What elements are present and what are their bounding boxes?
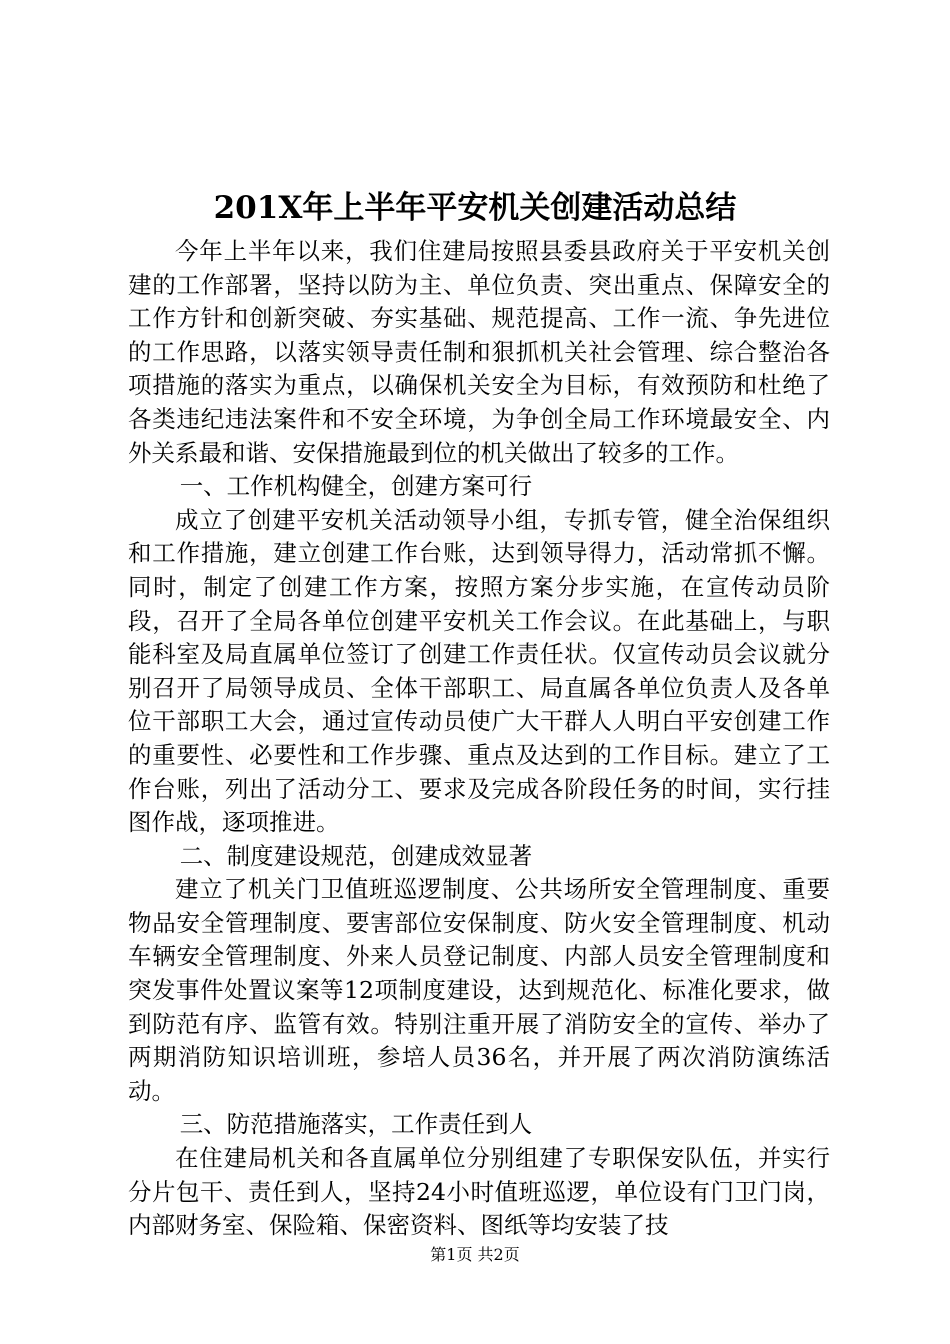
section-1-paragraph: 成立了创建平安机关活动领导小组，专抓专管，健全治保组织和工作措施，建立创建工作台账，达到领导得力，活动常抓不懈。同时，制定了创建工作方案，按照方案分步实施，在宣传动员阶段，召开了全局各单位创建平安机关工作会议。在此基础上，与职能科室及局直属单位签订了创建工作责任状。仅宣传动员会议就分别召开了局领导成员、全体干部职工、局直属各单位负责人及各单位干部职工大会，通过宣传动员使广大干群人人明白平安创建工作的重要性、必要性和工作步骤、重点及达到的工作目标。建立了工作台账，列出了活动分工、要求及完成各阶段任务的时间，实行挂图作战，逐项推进。	[128, 505, 830, 837]
section-heading-2: 二、制度建设规范，创建成效显著	[179, 841, 533, 870]
section-heading-3: 三、防范措施落实，工作责任到人	[179, 1110, 533, 1139]
section-heading-1: 一、工作机构健全，创建方案可行	[179, 472, 533, 501]
intro-paragraph: 今年上半年以来，我们住建局按照县委县政府关于平安机关创建的工作部署，坚持以防为主、单位负责、突出重点、保障安全的工作方针和创新突破、夯实基础、规范提高、工作一流、争先进位的工作思路，以落实领导责任制和狠抓机关社会管理、综合整治各项措施的落实为重点，以确保机关安全为目标，有效预防和杜绝了各类违纪违法案件和不安全环境，为争创全局工作环境最安全、内外关系最和谐、安保措施最到位的机关做出了较多的工作。	[128, 237, 830, 467]
document-title: 201X年上半年平安机关创建活动总结	[213, 190, 737, 226]
section-3-paragraph: 在住建局机关和各直属单位分别组建了专职保安队伍，并实行分片包干、责任到人，坚持24小时值班巡逻，单位设有门卫门岗，内部财务室、保险箱、保密资料、图纸等均安装了技	[128, 1144, 830, 1240]
section-2-paragraph: 建立了机关门卫值班巡逻制度、公共场所安全管理制度、重要物品安全管理制度、要害部位安保制度、防火安全管理制度、机动车辆安全管理制度、外来人员登记制度、内部人员安全管理制度和突发事件处置议案等12项制度建设，达到规范化、标准化要求，做到防范有序、监管有效。特别注重开展了消防安全的宣传、举办了两期消防知识培训班，参培人员36名，并开展了两次消防演练活动。	[128, 875, 830, 1105]
document-body	[128, 235, 830, 1243]
page-footer: 第1页 共2页	[430, 1245, 520, 1264]
